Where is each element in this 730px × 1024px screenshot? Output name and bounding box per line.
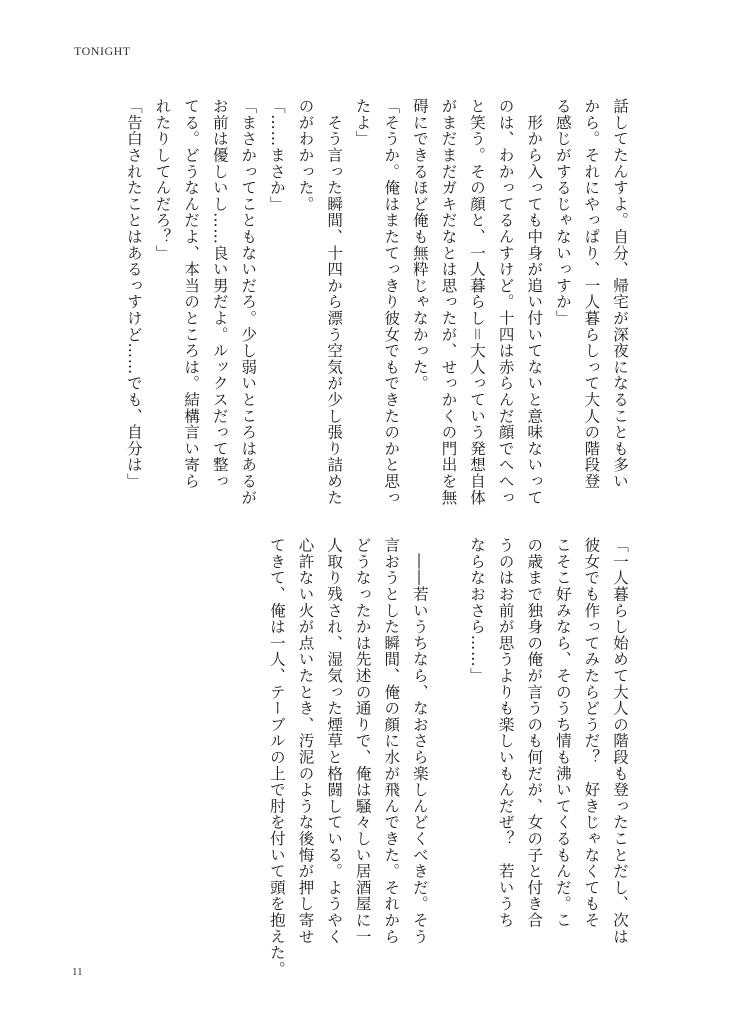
text-line: お前は優しいし……良い男だよ。ルックスだって整っ	[210, 98, 229, 490]
text-line: れたりしてんだろ？」	[153, 98, 172, 261]
text-line: てきて、俺は一人、テーブルの上で肘を付いて頭を抱えた。	[267, 537, 286, 978]
text-line: がまだまだガキだなとは思ったが、せっかくの門出を無	[439, 98, 458, 506]
text-line: 言おうとした瞬間、俺の顔に水が飛んできた。それから	[382, 537, 401, 945]
text-line: 話してたんすよ。自分、帰宅が深夜になることも多い	[611, 98, 629, 490]
text-line: 「一人暮らし始めて大人の階段も登ったことだし、次は	[611, 537, 629, 945]
running-header: TONIGHT	[74, 44, 131, 58]
text-line: 形から入っても中身が追い付いてないと意味ないって	[525, 98, 544, 506]
text-line: ならなおさら……」	[468, 537, 487, 684]
text-line: ――若いうちなら、なおさら楽しんどくべきだ。そう	[410, 537, 429, 945]
blank-line	[434, 537, 463, 937]
text-line: たよ」	[353, 98, 372, 147]
text-line: から。それにやっぱり、一人暮らしって大人の階段登	[582, 98, 601, 490]
text-line: 「告白されたことはあるっすけど……でも、自分は」	[124, 98, 143, 490]
text-line: のがわかった。	[296, 98, 315, 213]
text-line: の歳まで独身の俺が言うのも何だが、女の子と付き合	[525, 537, 544, 929]
text-line: のは、わかってるんすけど。十四は赤らんだ顔でへへっ	[496, 98, 515, 506]
text-line: そう言った瞬間、十四から漂う空気が少し張り詰めた	[325, 98, 344, 506]
text-block-bottom	[262, 537, 634, 978]
text-block-top	[119, 98, 634, 506]
text-line: と笑う。その顔と、一人暮らし＝大人っていう発想自体	[468, 98, 487, 506]
text-line: る感じがするじゃないっすか」	[553, 98, 572, 327]
text-line: 「そうか。俺はまたてっきり彼女でもできたのかと思っ	[382, 98, 401, 506]
text-line: てる。どうなんだよ、本当のところは。結構言い寄ら	[182, 98, 201, 490]
text-line: 心許ない火が点いたとき、汚泥のような後悔が押し寄せ	[296, 537, 315, 945]
text-line: うのはお前が思うよりも楽しいもんだぜ？ 若いうち	[496, 537, 515, 929]
text-line: どうなったかは先述の通りで、俺は騒々しい居酒屋に一	[353, 537, 372, 945]
text-line: 彼女でも作ってみたらどうだ？ 好きじゃなくてもそ	[582, 537, 601, 929]
text-line: 碍にできるほど俺も無粋じゃなかった。	[410, 98, 429, 392]
page-number: 11	[72, 966, 83, 978]
text-line: 人取り残され、湿気った煙草と格闘している。ようやく	[325, 537, 344, 945]
text-line: 「……まさか」	[267, 98, 286, 213]
text-line: 「まさかってこともないだろ。少し弱いところはあるが	[239, 98, 258, 506]
text-line: こそこ好みなら、そのうち情も沸いてくるもんだ。こ	[553, 537, 572, 929]
